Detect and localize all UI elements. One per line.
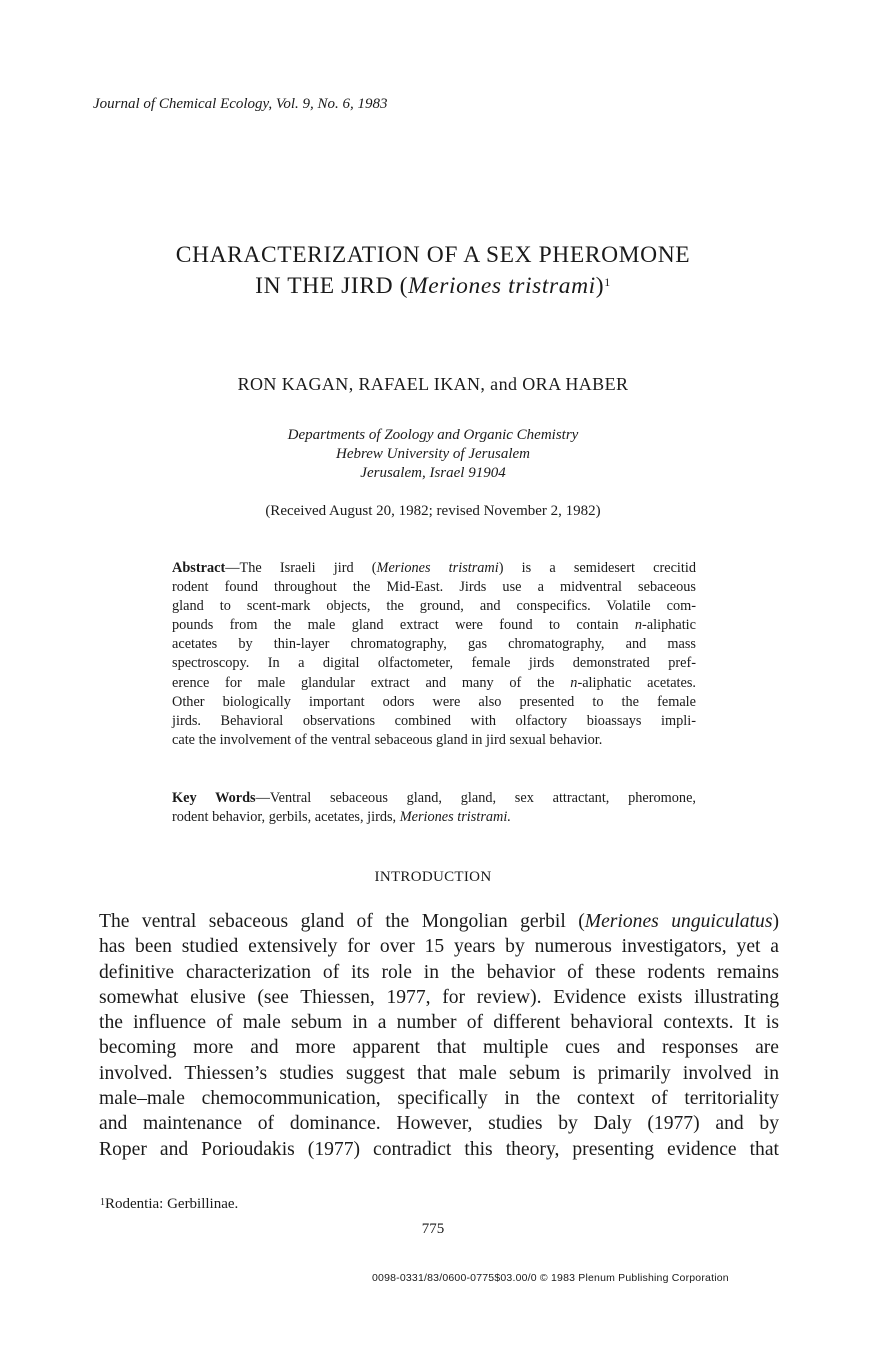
- abstract-text: pounds from the male gland extract were found to contain: [172, 617, 635, 634]
- affiliation-line-1: Departments of Zoology and Organic Chemistry: [287, 427, 579, 443]
- keywords-label: Key Words: [172, 790, 256, 806]
- abstract-line: acetates by thin-layer chromatography, gas chromatography, and mass: [172, 636, 696, 653]
- body-line: Roper and Porioudakis (1977) contradict this theory, presenting evidence that: [99, 1138, 779, 1160]
- affiliation-line-2: Hebrew University of Jerusalem: [336, 446, 530, 462]
- body-line: becoming more and more apparent that multiple cues and responses are: [99, 1037, 779, 1059]
- body-line: male–male chemocommunication, specifically in the context of territoriality: [99, 1088, 779, 1110]
- abstract-line: jirds. Behavioral observations combined with olfactory bioassays impli-: [172, 712, 696, 729]
- footnote-text: Rodentia: Gerbillinae.: [105, 1196, 239, 1212]
- abstract-text: ) is a semidesert crecitid: [498, 560, 696, 576]
- authors: RON KAGAN, RAFAEL IKAN, and ORA HABER: [237, 374, 629, 394]
- abstract-species: Meriones tristrami: [376, 560, 499, 576]
- title-line-1: CHARACTERIZATION OF A SEX PHEROMONE: [175, 242, 691, 268]
- body-text: The ventral sebaceous gland of the Mongolian gerbil (: [99, 911, 585, 932]
- copyright-line: 0098-0331/83/0600-0775$03.00/0 © 1983 Plenum Publishing Corporation: [372, 1272, 729, 1284]
- abstract-line: rodent found throughout the Mid-East. Jirds use a midventral sebaceous: [172, 579, 696, 596]
- abstract-italic-n: n: [634, 617, 643, 634]
- abstract-text: The Israeli jird (: [239, 560, 377, 576]
- title-line-2-suffix: ): [595, 273, 605, 299]
- abstract-dash: —: [225, 560, 240, 576]
- keywords-line: [172, 808, 696, 827]
- key-words: [172, 789, 696, 827]
- body-line: somewhat elusive (see Thiessen, 1977, for review). Evidence exists illustrating: [99, 986, 779, 1008]
- keywords-text: rodent behavior, gerbils, acetates, jirds,: [172, 809, 400, 825]
- abstract-text: -aliphatic: [642, 617, 696, 634]
- body-text: ): [772, 911, 779, 932]
- article-title: [0, 240, 866, 302]
- footnote: [100, 1196, 238, 1213]
- body-line: and maintenance of dominance. However, studies by Daly (1977) and by: [99, 1113, 779, 1135]
- page-number: 775: [421, 1221, 445, 1237]
- title-line-2: [0, 271, 866, 302]
- abstract-italic-n: n: [570, 674, 578, 691]
- title-line-2-prefix: IN THE JIRD (: [255, 273, 409, 299]
- abstract-line: [172, 674, 696, 693]
- body-line: definitive characterization of its role in the behavior of these rodents remains: [99, 961, 779, 983]
- abstract-text: -aliphatic acetates.: [577, 674, 696, 691]
- abstract-line: spectroscopy. In a digital olfactometer, female jirds demonstrated pref-: [172, 655, 696, 672]
- abstract-line: Other biologically important odors were also presented to the female: [172, 693, 696, 710]
- abstract-line: [172, 559, 696, 578]
- body-line: [99, 909, 779, 934]
- footnote-mark: 1: [100, 1197, 105, 1208]
- abstract-line: gland to scent-mark objects, the ground, and conspecifics. Volatile com-: [172, 598, 696, 615]
- title-footnote-mark: 1: [604, 275, 611, 289]
- keywords-species: Meriones tristrami.: [399, 809, 511, 825]
- affiliation: [0, 426, 866, 483]
- received-dates: (Received August 20, 1982; revised November 2, 1982): [265, 503, 601, 519]
- abstract-line: cate the involvement of the ventral sebaceous gland in jird sexual behavior.: [172, 731, 603, 748]
- abstract-line: [172, 616, 696, 635]
- keywords-line: [172, 789, 696, 808]
- section-heading-introduction: INTRODUCTION: [374, 869, 492, 885]
- body-line: has been studied extensively for over 15 years by numerous investigators, yet a: [99, 936, 779, 958]
- body-species: Meriones unguiculatus: [584, 911, 773, 932]
- affiliation-line-3: Jerusalem, Israel 91904: [360, 465, 506, 481]
- title-species: Meriones tristrami: [408, 273, 596, 299]
- body-line: involved. Thiessen’s studies suggest that male sebum is primarily involved in: [99, 1062, 779, 1084]
- abstract: [172, 559, 696, 750]
- keywords-dash: —: [255, 790, 270, 806]
- journal-citation: Journal of Chemical Ecology, Vol. 9, No. 6, 1983: [93, 96, 388, 112]
- abstract-text: erence for male glandular extract and many of the: [172, 674, 571, 691]
- introduction-body: [99, 909, 779, 1162]
- keywords-text: Ventral sebaceous gland, gland, sex attractant, pheromone,: [269, 790, 697, 806]
- abstract-label: Abstract: [172, 560, 226, 576]
- body-line: the influence of male sebum in a number of different behavioral contexts. It is: [99, 1012, 779, 1034]
